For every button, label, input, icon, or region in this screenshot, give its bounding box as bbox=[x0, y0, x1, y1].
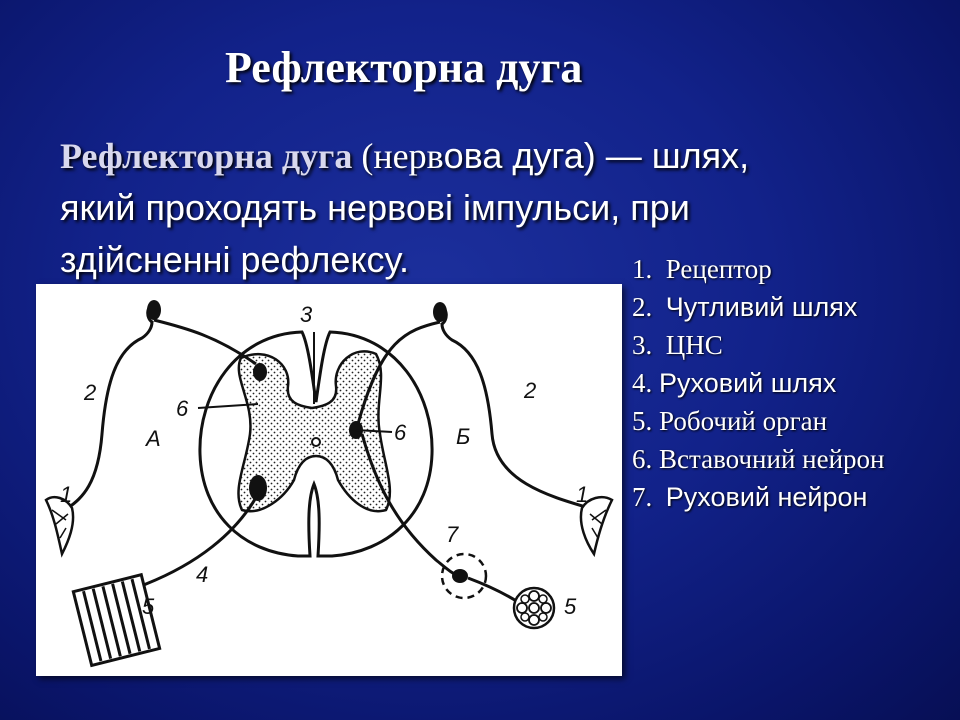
motor-neuron-left bbox=[249, 475, 267, 501]
label-1-left: 1 bbox=[60, 482, 73, 507]
label-6-right: 6 bbox=[394, 420, 407, 445]
legend-num: 2. bbox=[632, 292, 653, 322]
label-7: 7 bbox=[446, 522, 459, 547]
left-motor-path bbox=[73, 494, 258, 665]
legend-text: Робочий орган bbox=[659, 406, 828, 436]
slide-title: Рефлекторна дуга bbox=[225, 43, 583, 92]
definition-paren-open: (нерв bbox=[361, 136, 444, 176]
legend-item-receptor bbox=[632, 250, 884, 288]
label-4: 4 bbox=[196, 562, 209, 587]
label-5-right: 5 bbox=[564, 594, 577, 619]
label-side-a: А bbox=[146, 426, 161, 451]
legend-text: Рецептор bbox=[665, 254, 772, 284]
legend-num: 6. bbox=[632, 444, 653, 474]
legend-item-interneuron bbox=[632, 440, 884, 478]
legend-list bbox=[632, 250, 884, 516]
legend-item-effector bbox=[632, 402, 884, 440]
label-6-left: 6 bbox=[176, 396, 189, 421]
gland-effector bbox=[514, 588, 554, 628]
label-3: 3 bbox=[300, 302, 313, 327]
definition-term: Рефлекторна дуга bbox=[60, 136, 353, 176]
definition-dash-rest: — шлях, bbox=[595, 135, 750, 176]
legend-text: ЦНС bbox=[665, 330, 723, 360]
legend-text: Руховий шлях bbox=[659, 368, 837, 398]
legend-text: Вставочний нейрон bbox=[659, 444, 885, 474]
interneuron-left bbox=[253, 363, 267, 381]
label-2-right: 2 bbox=[524, 378, 537, 403]
label-2-left: 2 bbox=[84, 380, 97, 405]
legend-num: 1. bbox=[632, 254, 653, 284]
legend-item-cns bbox=[632, 326, 884, 364]
legend-item-motor-path bbox=[632, 364, 884, 402]
legend-text: Чутливий шлях bbox=[665, 292, 858, 322]
definition-line-3: здійсненні рефлексу. bbox=[60, 239, 409, 280]
legend-num: 7. bbox=[632, 482, 653, 512]
legend-num: 5. bbox=[632, 406, 653, 436]
legend-num: 3. bbox=[632, 330, 653, 360]
reflex-arc-svg bbox=[36, 284, 622, 676]
central-canal bbox=[312, 438, 320, 446]
legend-text: Руховий нейрон bbox=[665, 482, 868, 512]
muscle-effector bbox=[73, 575, 159, 666]
legend-item-sensory-path bbox=[632, 288, 884, 326]
label-1-right: 1 bbox=[576, 482, 589, 507]
definition-line-1 bbox=[60, 130, 900, 182]
definition-paren-mid: ова дуга) bbox=[443, 135, 596, 176]
reflex-arc-diagram bbox=[36, 284, 622, 676]
label-5-left: 5 bbox=[142, 594, 155, 619]
legend-item-motor-neuron bbox=[632, 478, 884, 516]
legend-num: 4. bbox=[632, 368, 653, 398]
definition-line-2: який проходять нервові імпульси, при bbox=[60, 187, 690, 228]
label-side-b: Б bbox=[456, 424, 471, 449]
